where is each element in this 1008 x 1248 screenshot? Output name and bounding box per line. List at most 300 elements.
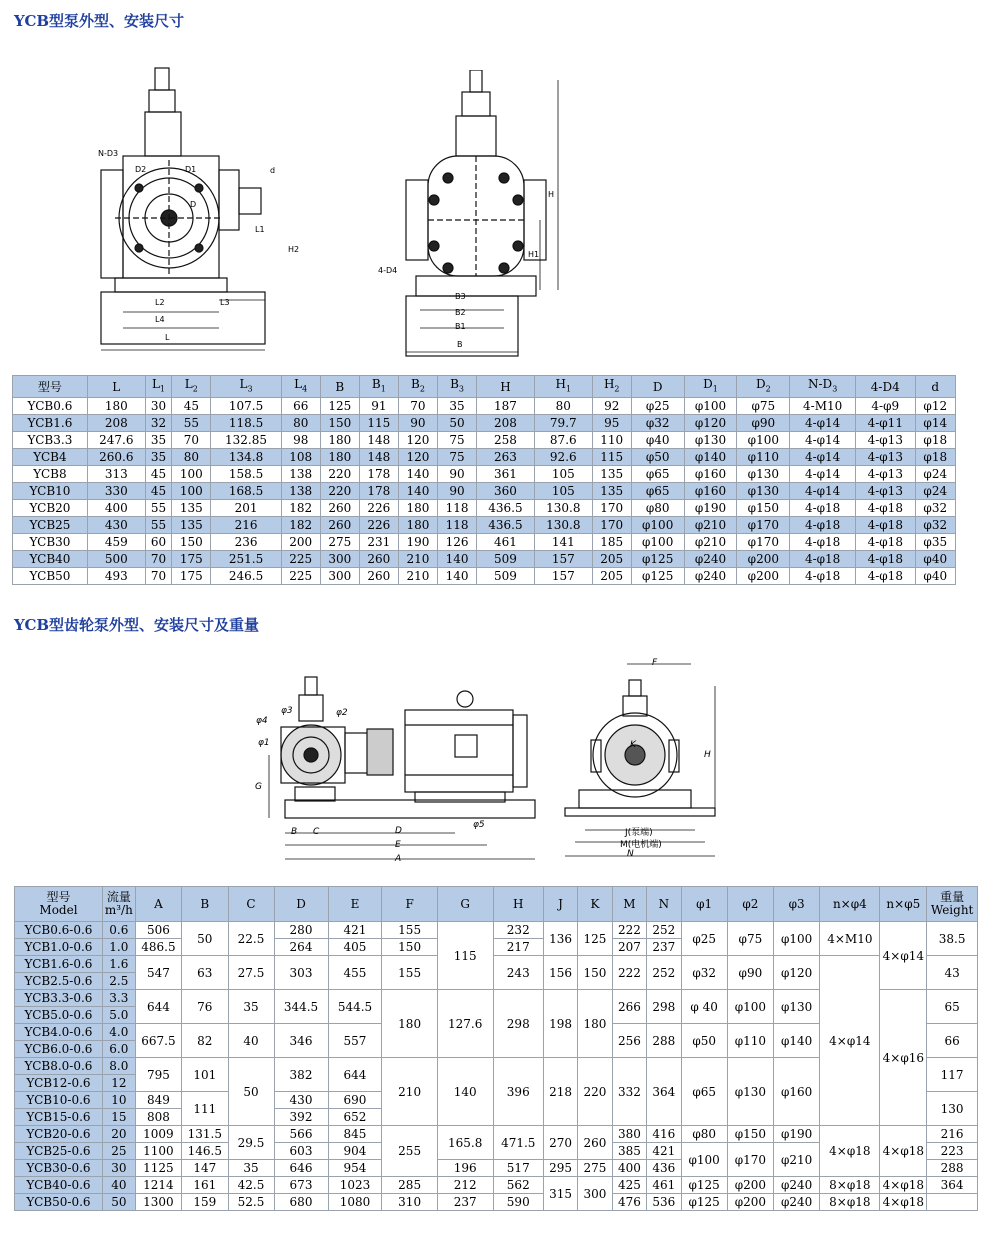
table-cell: 4-φ11: [856, 415, 915, 432]
table-cell: 251.5: [211, 551, 281, 568]
table-cell: φ130: [737, 466, 790, 483]
table-row: YCB1.6-0.6 1.6 547 63 27.5 303 455 155 243 156 150 222 252 φ32 φ90 φ120 4×φ14 43: [15, 956, 978, 973]
table-cell: 140: [437, 551, 476, 568]
header-a: A: [135, 887, 181, 922]
table-cell: φ200: [737, 551, 790, 568]
table-cell: φ40: [915, 551, 955, 568]
table-cell: 182: [281, 500, 320, 517]
table-cell: φ25: [631, 398, 684, 415]
table-cell: 185: [592, 534, 631, 551]
table-cell: 175: [172, 568, 211, 585]
table-cell: 100: [172, 466, 211, 483]
table-cell: 134.8: [211, 449, 281, 466]
table-cell: 118: [437, 500, 476, 517]
table-cell: 35: [437, 398, 476, 415]
label-b: B: [291, 827, 298, 837]
table-cell: φ32: [915, 500, 955, 517]
table-row: YCB50-0.6 50 1300 159 52.5 680 1080 310 237 590 476 536 φ125 φ200 φ240 8×φ18 4×φ18: [15, 1194, 978, 1211]
table-cell: 70: [172, 432, 211, 449]
label-l4: L4: [155, 315, 165, 324]
table-cell: 157: [534, 551, 592, 568]
header-model: 型号 Model: [15, 887, 103, 922]
table-cell: 130.8: [534, 517, 592, 534]
table-cell: 4-φ14: [790, 415, 856, 432]
table-cell: 150: [172, 534, 211, 551]
table-cell: 148: [359, 432, 398, 449]
table-cell: φ170: [737, 534, 790, 551]
table-cell: 30: [145, 398, 172, 415]
label-phi2: φ2: [336, 708, 348, 718]
label-l2: L2: [155, 298, 165, 307]
table-cell: YCB10: [13, 483, 88, 500]
label-phi5: φ5: [473, 820, 485, 830]
header-d: D: [274, 887, 328, 922]
table-cell: 35: [145, 449, 172, 466]
table-cell: 178: [359, 466, 398, 483]
table-cell: 180: [320, 432, 359, 449]
table-cell: 4-φ18: [790, 500, 856, 517]
table-cell: 91: [359, 398, 398, 415]
table-cell: 148: [359, 449, 398, 466]
table-cell: YCB3.3: [13, 432, 88, 449]
table1-header: $L_3$: [211, 376, 281, 398]
table-cell: 220: [320, 466, 359, 483]
label-j: J(泵端): [625, 828, 653, 838]
label-f: F: [652, 658, 658, 668]
table-cell: 90: [437, 483, 476, 500]
table-cell: 260: [320, 517, 359, 534]
table-cell: 4-φ14: [790, 449, 856, 466]
table-cell: 4-φ18: [856, 568, 915, 585]
label-phi3: φ3: [281, 706, 293, 716]
table1-header: $H_1$: [534, 376, 592, 398]
label-m: M(电机端): [620, 840, 662, 850]
table-cell: 55: [172, 415, 211, 432]
table1-header: $D_1$: [684, 376, 737, 398]
table-cell: 4-φ18: [790, 551, 856, 568]
label-b: B: [457, 340, 463, 349]
table1-header: D: [631, 376, 684, 398]
label-c: C: [313, 827, 320, 837]
label-phi4: φ4: [256, 716, 268, 726]
table-cell: 75: [437, 432, 476, 449]
table-cell: YCB8: [13, 466, 88, 483]
table-cell: 87.6: [534, 432, 592, 449]
table-cell: 300: [320, 551, 359, 568]
table1-header: $N-D_3$: [790, 376, 856, 398]
table-cell: 260: [359, 568, 398, 585]
table-row: [13, 568, 956, 585]
table-cell: YCB25: [13, 517, 88, 534]
table1-header: L: [87, 376, 145, 398]
table1-header: $L_4$: [281, 376, 320, 398]
table-cell: 55: [145, 500, 172, 517]
table-cell: 4-φ18: [790, 568, 856, 585]
table-cell: 115: [359, 415, 398, 432]
table-cell: φ140: [684, 449, 737, 466]
table-cell: 4-φ18: [790, 517, 856, 534]
table-cell: 66: [281, 398, 320, 415]
table1-header: B: [320, 376, 359, 398]
table-cell: 4-φ14: [790, 432, 856, 449]
table-cell: 138: [281, 466, 320, 483]
table-cell: φ14: [915, 415, 955, 432]
table-cell: 35: [145, 432, 172, 449]
table-row: [13, 534, 956, 551]
table-cell: 170: [592, 500, 631, 517]
table-row: [13, 449, 956, 466]
table-cell: 300: [320, 568, 359, 585]
table-cell: φ90: [737, 415, 790, 432]
table-cell: 190: [398, 534, 437, 551]
table-cell: 180: [87, 398, 145, 415]
table-cell: 79.7: [534, 415, 592, 432]
table-cell: 50: [437, 415, 476, 432]
table-cell: YCB40: [13, 551, 88, 568]
table-row: YCB0.6-0.6 0.6 506 50 22.5 280 421 155 115 232 136 125 222 252 φ25 φ75 φ100 4×M10 4×φ14 38.5: [15, 922, 978, 939]
table-cell: 200: [281, 534, 320, 551]
label-n: N: [627, 849, 634, 859]
table-cell: 158.5: [211, 466, 281, 483]
table-cell: 4-φ9: [856, 398, 915, 415]
table-cell: 260.6: [87, 449, 145, 466]
table-cell: 45: [145, 483, 172, 500]
table-cell: 120: [398, 449, 437, 466]
header-n4: n×φ4: [820, 887, 880, 922]
table-cell: 187: [477, 398, 535, 415]
table-cell: φ120: [684, 415, 737, 432]
table-row: [13, 517, 956, 534]
table-cell: 140: [437, 568, 476, 585]
table-cell: 90: [398, 415, 437, 432]
table-cell: φ190: [684, 500, 737, 517]
table-cell: φ200: [737, 568, 790, 585]
table-cell: 45: [172, 398, 211, 415]
label-l1: L1: [255, 225, 265, 234]
table-cell: 107.5: [211, 398, 281, 415]
pump-front-drawing: [95, 60, 280, 355]
table-cell: 95: [592, 415, 631, 432]
table-cell: 120: [398, 432, 437, 449]
table-cell: 180: [320, 449, 359, 466]
table-cell: 201: [211, 500, 281, 517]
table-cell: φ100: [631, 517, 684, 534]
table-cell: 263: [477, 449, 535, 466]
table-row: [13, 466, 956, 483]
table-cell: 168.5: [211, 483, 281, 500]
table-cell: 459: [87, 534, 145, 551]
table-cell: 493: [87, 568, 145, 585]
table-cell: 430: [87, 517, 145, 534]
table-row: YCB12-0.6 12: [15, 1075, 978, 1092]
table-cell: 105: [534, 483, 592, 500]
table-cell: 108: [281, 449, 320, 466]
table-cell: 220: [320, 483, 359, 500]
header-f: F: [382, 887, 437, 922]
table-cell: 100: [172, 483, 211, 500]
table-cell: 70: [145, 568, 172, 585]
table-cell: 4-φ13: [856, 466, 915, 483]
table-cell: 125: [320, 398, 359, 415]
table-cell: YCB0.6: [13, 398, 88, 415]
table-cell: φ12: [915, 398, 955, 415]
table-cell: 170: [592, 517, 631, 534]
header-h: H: [493, 887, 543, 922]
table-cell: 115: [592, 449, 631, 466]
table-cell: 98: [281, 432, 320, 449]
table-row: YCB25-0.6 25 1100 146.5 603 904 385 421 φ100 φ170 φ210 223: [15, 1143, 978, 1160]
table1-header: $H_2$: [592, 376, 631, 398]
table-cell: 140: [398, 483, 437, 500]
header-b: B: [182, 887, 228, 922]
table-cell: 246.5: [211, 568, 281, 585]
table-cell: φ32: [915, 517, 955, 534]
table-cell: 45: [145, 466, 172, 483]
table-cell: 208: [87, 415, 145, 432]
label-e: E: [395, 840, 401, 850]
table-cell: φ32: [631, 415, 684, 432]
header-j: J: [543, 887, 577, 922]
table-row: YCB30-0.6 30 1125 147 35 646 954 196 517 295 275 400 436 288: [15, 1160, 978, 1177]
table-cell: 205: [592, 568, 631, 585]
table-cell: 509: [477, 568, 535, 585]
pump-motor-dimensions-table: [14, 886, 978, 1211]
table-row: YCB40-0.6 40 1214 161 42.5 673 1023 285 212 562 315 300 425 461 φ125 φ200 φ240 8×φ18 4×φ18 364: [15, 1177, 978, 1194]
header-flow: 流量 m³/h: [102, 887, 135, 922]
label-d: D: [190, 200, 197, 209]
table-cell: 313: [87, 466, 145, 483]
table-cell: 135: [172, 500, 211, 517]
table-cell: 400: [87, 500, 145, 517]
table-cell: φ65: [631, 483, 684, 500]
table-cell: 70: [145, 551, 172, 568]
table-cell: φ210: [684, 517, 737, 534]
label-h: H: [548, 190, 555, 199]
label-a: A: [395, 854, 402, 864]
table-cell: 236: [211, 534, 281, 551]
table-cell: 226: [359, 517, 398, 534]
header-k: K: [578, 887, 612, 922]
table-cell: 210: [398, 568, 437, 585]
table-cell: 182: [281, 517, 320, 534]
table1-header: $B_1$: [359, 376, 398, 398]
table-cell: 60: [145, 534, 172, 551]
table-cell: 80: [534, 398, 592, 415]
table-cell: φ40: [915, 568, 955, 585]
table-cell: YCB4: [13, 449, 88, 466]
header-n5: n×φ5: [880, 887, 927, 922]
section2-title: YCB型齿轮泵外型、安装尺寸及重量: [14, 616, 260, 634]
table-cell: 275: [320, 534, 359, 551]
table-cell: 92: [592, 398, 631, 415]
table-row: YCB20-0.6 20 1009 131.5 29.5 566 845 255 165.8 471.5 270 260 380 416 φ80 φ150 φ190 4×φ18 4×φ18 216: [15, 1126, 978, 1143]
table-row: YCB4.0-0.6 4.0 667.5 82 40 346 557 256 288 φ50 φ110 φ140 66: [15, 1024, 978, 1041]
table-cell: 500: [87, 551, 145, 568]
table-cell: 4-φ18: [856, 534, 915, 551]
table-cell: 461: [477, 534, 535, 551]
table-cell: φ240: [684, 551, 737, 568]
table-cell: 105: [534, 466, 592, 483]
table-cell: 247.6: [87, 432, 145, 449]
pump-dimensions-table: [12, 375, 956, 585]
table-cell: 4-φ14: [790, 483, 856, 500]
header-weight: 重量 Weight: [927, 887, 978, 922]
table-row: YCB6.0-0.6 6.0: [15, 1041, 978, 1058]
label-b2: B2: [455, 308, 466, 317]
table-row: [13, 415, 956, 432]
table-cell: 4-φ14: [790, 466, 856, 483]
label-h1: H1: [528, 250, 540, 259]
table-cell: 135: [172, 517, 211, 534]
table-cell: 216: [211, 517, 281, 534]
table1-header: 型号: [13, 376, 88, 398]
label-h: H: [704, 750, 711, 760]
table-row: YCB15-0.6 15 808 392 652: [15, 1109, 978, 1126]
table-row: YCB10-0.6 10 849 111 430 690 130: [15, 1092, 978, 1109]
table-cell: 361: [477, 466, 535, 483]
table-cell: φ160: [684, 483, 737, 500]
table-row: [13, 500, 956, 517]
table-cell: 80: [172, 449, 211, 466]
table-cell: 330: [87, 483, 145, 500]
table-cell: φ210: [684, 534, 737, 551]
table-cell: φ150: [737, 500, 790, 517]
table-cell: 135: [592, 483, 631, 500]
header-n: N: [647, 887, 681, 922]
table1-header: $B_3$: [437, 376, 476, 398]
table-cell: YCB30: [13, 534, 88, 551]
label-l: L: [165, 333, 170, 342]
table-cell: φ18: [915, 449, 955, 466]
table-row: YCB1.0-0.6 1.0 486.5 264 405 150 217 207 237: [15, 939, 978, 956]
table-cell: φ130: [684, 432, 737, 449]
table-cell: 360: [477, 483, 535, 500]
table-cell: 80: [281, 415, 320, 432]
table-cell: 225: [281, 551, 320, 568]
table-cell: 231: [359, 534, 398, 551]
header-p1: φ1: [681, 887, 727, 922]
table-cell: 140: [398, 466, 437, 483]
table-cell: φ65: [631, 466, 684, 483]
header-m: M: [612, 887, 646, 922]
table-cell: 157: [534, 568, 592, 585]
label-l3: L3: [220, 298, 230, 307]
table-cell: φ50: [631, 449, 684, 466]
table-cell: φ240: [684, 568, 737, 585]
table-row: [13, 432, 956, 449]
table-cell: 208: [477, 415, 535, 432]
table-cell: 4-φ18: [856, 500, 915, 517]
table-cell: 4-φ13: [856, 432, 915, 449]
table-cell: φ100: [737, 432, 790, 449]
table-cell: 226: [359, 500, 398, 517]
table-cell: 90: [437, 466, 476, 483]
table-cell: 258: [477, 432, 535, 449]
table-cell: 180: [398, 500, 437, 517]
label-d: D: [395, 826, 402, 836]
header-e: E: [328, 887, 382, 922]
table-cell: 126: [437, 534, 476, 551]
table-cell: 118.5: [211, 415, 281, 432]
table-cell: φ100: [684, 398, 737, 415]
label-b3: B3: [455, 292, 466, 301]
header-p2: φ2: [727, 887, 773, 922]
label-g: G: [255, 782, 262, 792]
table-cell: 4-φ18: [790, 534, 856, 551]
table1-header: $B_2$: [398, 376, 437, 398]
label-phi1: φ1: [258, 738, 270, 748]
table-cell: 4-φ13: [856, 449, 915, 466]
table-cell: φ80: [631, 500, 684, 517]
section1-title: YCB型泵外型、安装尺寸: [14, 12, 185, 30]
table-cell: φ40: [631, 432, 684, 449]
table-cell: 4-φ18: [856, 551, 915, 568]
table-row: [13, 551, 956, 568]
table-cell: 205: [592, 551, 631, 568]
table-cell: 178: [359, 483, 398, 500]
table1-header: H: [477, 376, 535, 398]
table-cell: 225: [281, 568, 320, 585]
table-cell: φ24: [915, 466, 955, 483]
table-cell: φ100: [631, 534, 684, 551]
table-cell: 4-φ18: [856, 517, 915, 534]
table-cell: 210: [398, 551, 437, 568]
table-cell: 138: [281, 483, 320, 500]
table1-header: $L_2$: [172, 376, 211, 398]
table-cell: φ160: [684, 466, 737, 483]
table-cell: 509: [477, 551, 535, 568]
table-row: [13, 398, 956, 415]
table-row: YCB8.0-0.6 8.0 795 101 50 382 644 210 140 396 218 220 332 364 φ65 φ130 φ160 117: [15, 1058, 978, 1075]
table-cell: 4-M10: [790, 398, 856, 415]
table-cell: 175: [172, 551, 211, 568]
label-k: K: [630, 740, 636, 750]
table-cell: φ170: [737, 517, 790, 534]
table-cell: φ35: [915, 534, 955, 551]
table-cell: 180: [398, 517, 437, 534]
label-h2: H2: [288, 245, 300, 254]
table-cell: 70: [398, 398, 437, 415]
table1-header: $L_1$: [145, 376, 172, 398]
table-cell: 110: [592, 432, 631, 449]
table-cell: 92.6: [534, 449, 592, 466]
label-n-d3: N-D3: [98, 149, 119, 158]
header-c: C: [228, 887, 274, 922]
table-cell: 141: [534, 534, 592, 551]
table-cell: 55: [145, 517, 172, 534]
table-cell: φ125: [631, 551, 684, 568]
table-cell: φ110: [737, 449, 790, 466]
table-cell: φ18: [915, 432, 955, 449]
table-cell: 75: [437, 449, 476, 466]
table-row: YCB2.5-0.6 2.5: [15, 973, 978, 990]
table-cell: YCB50: [13, 568, 88, 585]
table-cell: 118: [437, 517, 476, 534]
label-small-d: d: [270, 166, 276, 175]
label-d2: D2: [135, 165, 147, 174]
header-p3: φ3: [774, 887, 820, 922]
table-cell: 135: [592, 466, 631, 483]
header-g: G: [437, 887, 493, 922]
table-cell: 132.85: [211, 432, 281, 449]
table1-header: d: [915, 376, 955, 398]
label-b1: B1: [455, 322, 466, 331]
table-row: YCB5.0-0.6 5.0: [15, 1007, 978, 1024]
table-cell: YCB20: [13, 500, 88, 517]
table-cell: φ75: [737, 398, 790, 415]
pump-end-drawing: [400, 70, 580, 360]
table1-header: 4-D4: [856, 376, 915, 398]
